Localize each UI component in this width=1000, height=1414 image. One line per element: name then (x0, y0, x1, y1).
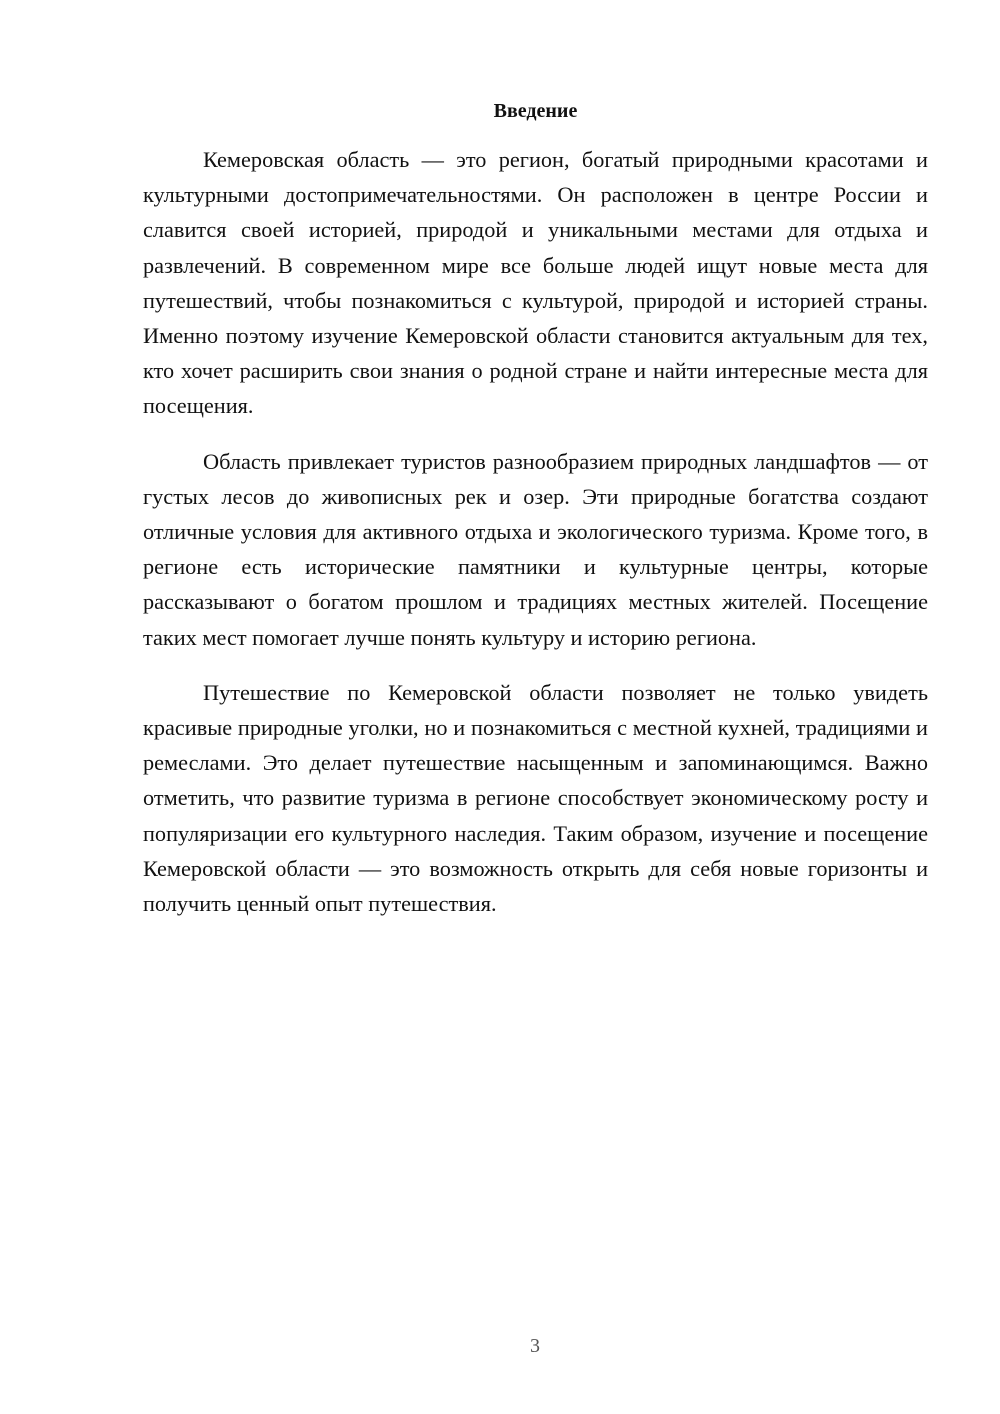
paragraph-1: Кемеровская область — это регион, богатый природными красотами и культурными достопримечательностями. Он расположен в центре России и славится своей историей, природой и уникальными местами для отдыха и развлечений. В современном мире все больше людей ищут новые места для путешествий, чтобы познакомиться с культурой, природой и историей страны. Именно поэтому изучение Кемеровской области становится актуальным для тех, кто хочет расширить свои знания о родной стране и найти интересные места для посещения. (143, 147, 928, 419)
body-text (143, 142, 928, 941)
section-heading: Введение (493, 100, 578, 122)
paragraph-3: Путешествие по Кемеровской области позволяет не только увидеть красивые природные уголки, но и познакомиться с местной кухней, традициями и ремеслами. Это делает путешествие насыщенным и запоминающимся. Важно отметить, что развитие туризма в регионе способствует экономическому росту и популяризации его культурного наследия. Таким образом, изучение и посещение Кемеровской области — это возможность открыть для себя новые горизонты и получить ценный опыт путешествия. (143, 679, 928, 917)
page-number: 3 (530, 1335, 540, 1357)
paragraph-2: Область привлекает туристов разнообразием природных ландшафтов — от густых лесов до живописных рек и озер. Эти природные богатства создают отличные условия для активного отдыха и экологического туризма. Кроме того, в регионе есть исторические памятники и культурные центры, которые рассказывают о богатом прошлом и традициях местных жителей. Посещение таких мест помогает лучше понять культуру и историю региона. (143, 448, 928, 650)
